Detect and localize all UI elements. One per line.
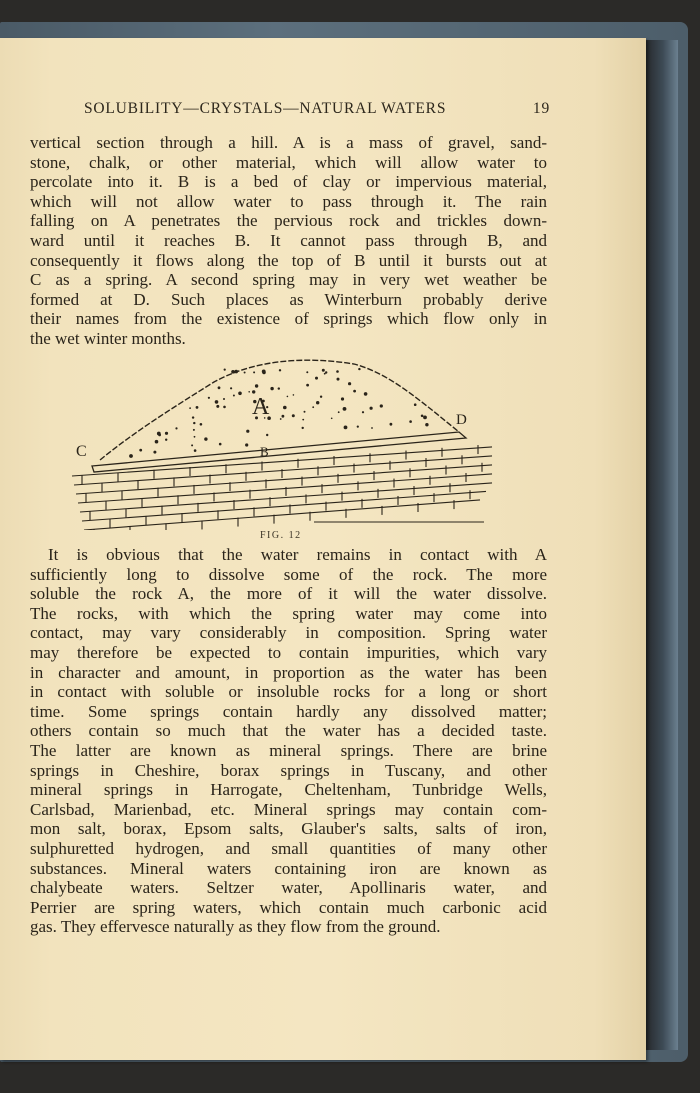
text-line: their names from the existence of springs which flow only in [30,309,547,329]
gravel-dot [338,411,340,413]
gravel-dot [248,391,250,393]
text-line: which will not allow water to pass through it. The rain [30,191,547,211]
paragraph-1 [30,133,547,349]
gravel-dot [165,439,167,441]
gravel-dot [364,392,368,396]
gravel-dot [219,443,222,446]
gravel-dot [304,411,306,413]
gravel-dot [425,423,428,426]
text-line: vertical section through a hill. A is a mass of gravel, sand- [30,133,547,152]
running-title: SOLUBILITY—CRYSTALS—NATURAL WATERS [84,100,447,117]
gravel-dot [302,427,304,429]
gravel-dot [283,406,287,410]
gravel-dot [357,426,359,428]
gravel-dot [270,387,273,390]
gravel-dot [194,436,196,438]
gravel-dot [223,406,226,409]
gravel-dot [312,406,314,408]
label-c: C [76,443,87,460]
gravel-dot [315,377,318,380]
gravel-dot [331,418,333,420]
gravel-dot [193,422,195,424]
gravel-dot [348,382,351,385]
text-line: contact, may vary considerably in composition. Spring water [30,623,547,643]
gravel-dot [278,387,280,389]
gravel-dot [336,370,339,373]
gravel-dot [362,411,364,413]
gravel-dot [423,416,427,420]
gravel-dot [421,415,424,418]
text-line: the wet winter months. [30,328,186,348]
text-line: others contain so much that the water has a decided taste. [30,721,547,741]
gravel-dot [194,449,197,452]
text-line: The latter are known as mineral springs. There are brine [30,740,547,760]
text-line: falling on A penetrates the pervious rock and trickles down- [30,211,547,231]
text-line: mon salt, borax, Epsom salts, Glauber's salts, salts of iron, [30,819,547,839]
stratum-line [82,491,486,521]
gravel-dot [224,369,226,371]
gravel-dot [234,370,238,374]
paragraph-2 [30,545,547,937]
gravel-dot [223,398,225,400]
stratum-line [84,500,480,530]
gravel-dot [233,371,235,373]
gravel-dot [192,416,194,418]
text-line: chalybeate waters. Seltzer water, Apollinaris water, and [30,878,547,898]
gravel-dot [306,371,308,373]
gravel-dot [353,390,356,393]
figure-caption: FIG. 12 [260,530,302,541]
gravel-dot [230,387,232,389]
text-line: It is obvious that the water remains in contact with A [48,545,547,564]
gravel-dot [157,432,161,436]
text-line: Carlsbad, Marienbad, etc. Mineral springs may contain com- [30,799,547,819]
text-line: in contact with soluble or insoluble rocks for a long or short [30,682,547,702]
text-line: consequently it flows along the top of B until it bursts out at [30,250,547,270]
gravel-dot [280,418,282,420]
gravel-dot [238,392,242,396]
text-line: sulphuretted hydrogen, and small quantities of many other [30,838,547,858]
strata-bricks [72,445,492,530]
gravel-dot [244,372,246,374]
gravel-dot [215,400,219,404]
text-line: in character and amount, in proportion as the water has been [30,662,547,682]
text-line: C as a spring. A second spring may in very wet weather be [30,270,547,290]
gravel-dot [155,440,159,444]
gravel-dot [262,371,266,375]
text-line: soluble the rock A, the more of it will the water dissolve. [30,584,547,604]
gravel-dot [193,429,195,431]
gravel-dot [320,396,322,398]
text-line: stone, chalk, or other material, which will allow water to [30,152,547,172]
text-line: springs in Cheshire, borax springs in Tuscany, and other [30,760,547,780]
figure-hill-section [64,352,500,530]
label-b: B [260,444,269,459]
text-line: sufficiently long to dissolve some of the rock. The more [30,564,547,584]
gravel-dot [409,420,412,423]
page-number: 19 [532,100,550,117]
gravel-dot [218,386,221,389]
gravel-dot [287,396,289,398]
gravel-dot [322,369,325,372]
text-line: ward until it reaches B. It cannot pass through B, and [30,230,547,250]
gravel-dot [266,434,268,436]
text-line: time. Some springs contain hardly any dissolved matter; [30,701,547,721]
gravel-dot [380,404,383,407]
gravel-dot [370,407,373,410]
gravel-dot [371,427,373,429]
label-d: D [456,412,467,428]
gravel-dot [153,451,156,454]
gravel-dot [302,419,304,421]
running-header [84,100,550,118]
gravel-dot [343,407,347,411]
gravel-dot [337,378,340,381]
gravel-dot [344,426,348,430]
gravel-dot [306,384,309,387]
gravel-dot [292,414,295,417]
gravel-dot [216,405,219,408]
text-line: may therefore be expected to contain impurities, which vary [30,642,547,662]
gravel-dot [279,369,281,371]
gravel-dot [200,423,203,426]
gravel-dot [324,373,326,375]
gravel-dot [282,415,285,418]
gravel-dot [233,395,235,397]
text-line: mineral springs in Harrogate, Cheltenham, Tunbridge Wells, [30,780,547,800]
label-a: A [252,394,270,420]
gravel-dot [129,454,133,458]
gravel-dot [316,401,319,404]
gravel-dot [208,397,210,399]
text-line: substances. Mineral waters containing iron are known as [30,858,547,878]
hill-outline [100,360,459,460]
gravel-dot [204,437,207,440]
gravel-dot [165,432,168,435]
gravel-dots [129,368,428,458]
stratum-line [74,456,492,485]
text-line: The rocks, with which the spring water may come into [30,603,547,623]
gravel-dot [245,443,248,446]
gravel-dot [139,449,142,452]
clay-bed-b [92,432,466,472]
gravel-dot [293,394,295,396]
gravel-dot [341,397,344,400]
gravel-dot [246,430,249,433]
text-line: gas. They effervesce naturally as they flow from the ground. [30,917,441,937]
gravel-dot [390,423,393,426]
gravel-dot [191,444,193,446]
gravel-dot [196,406,199,409]
gravel-dot [255,384,258,387]
gravel-dot [358,368,360,370]
gravel-dot [189,407,191,409]
text-line: formed at D. Such places as Winterburn probably derive [30,289,547,309]
gravel-dot [175,427,177,429]
gravel-dot [253,371,255,373]
gravel-dot [414,403,417,406]
text-line: Perrier are spring waters, which contain much carbonic acid [30,897,547,917]
text-line: percolate into it. B is a bed of clay or impervious material, [30,172,547,192]
